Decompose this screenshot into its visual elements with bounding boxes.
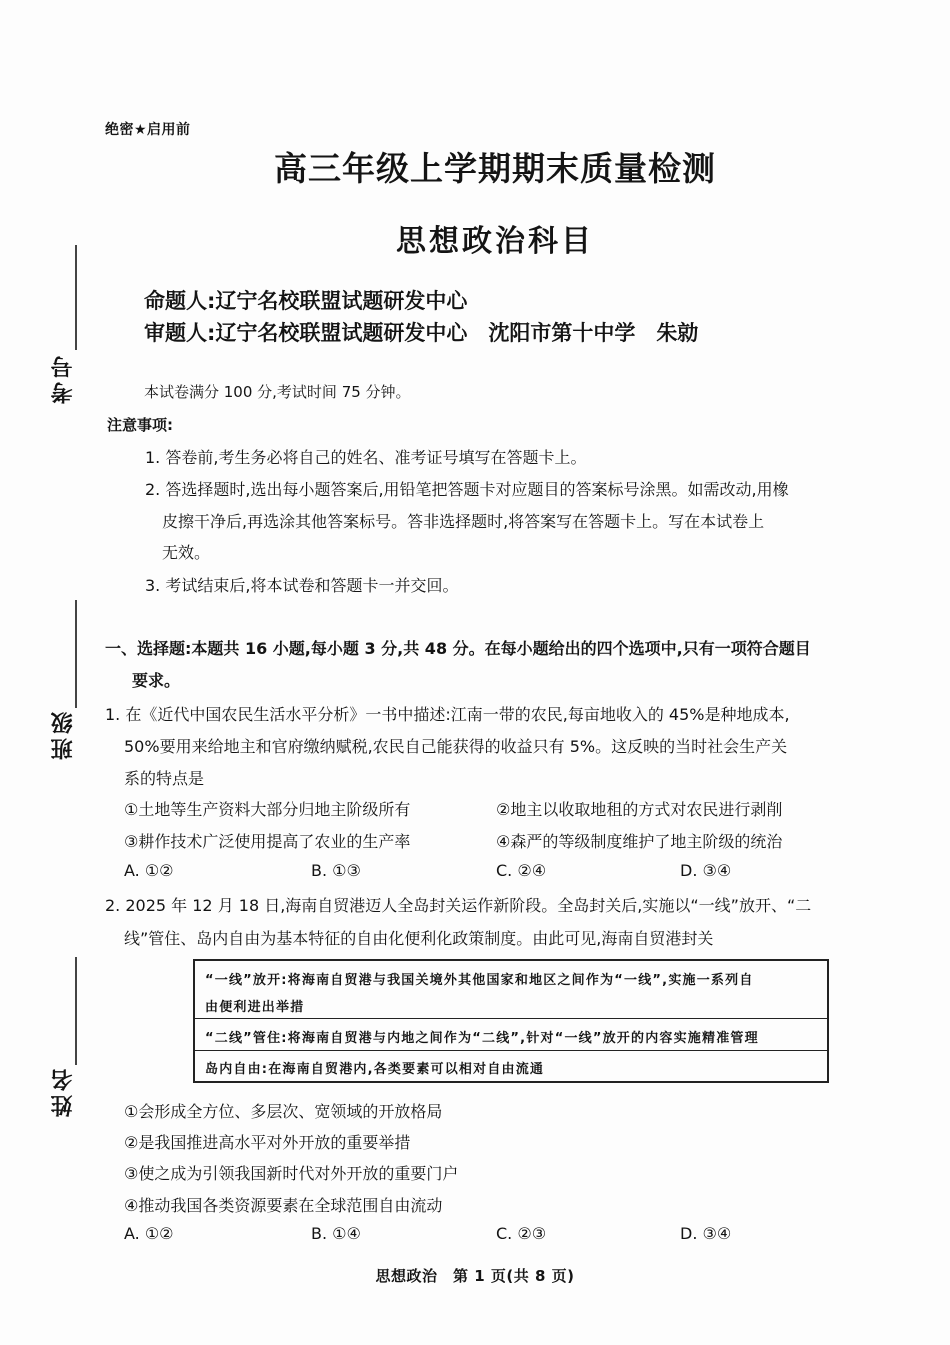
table-row-1-text: “一线”放开:将海南自贸港与我国关境外其他国家和地区之间作为“一线”,实施一系列自 xyxy=(205,973,754,988)
q2-statement-2: ②是我国推进高水平对外开放的重要举措 xyxy=(124,1133,411,1152)
q1-option-b: B. ①③ xyxy=(311,861,361,880)
exam-number-label: 考号 xyxy=(51,352,76,404)
q1-option-a: A. ①② xyxy=(124,861,174,880)
note-item-1: 1. 答卷前,考生务必将自己的姓名、准考证号填写在答题卡上。 xyxy=(145,448,587,467)
section-heading-cont: 要求。 xyxy=(132,671,181,690)
table-row-island-freedom xyxy=(195,1050,827,1081)
table-row-first-line xyxy=(195,961,827,1018)
q1-stem-line-2: 50%要用来给地主和官府缴纳赋税,农民自己能获得的收益只有 5%。这反映的当时社会生产关 xyxy=(124,737,788,756)
class-fill-line xyxy=(75,600,77,708)
section-heading: 一、选择题:本题共 16 小题,每小题 3 分,共 48 分。在每小题给出的四个选项中,只有一项符合题目 xyxy=(105,639,811,658)
q2-option-c: C. ②③ xyxy=(496,1224,547,1243)
note-item-2-cont2: 无效。 xyxy=(162,543,211,562)
q2-option-b: B. ①④ xyxy=(311,1224,361,1243)
setter-line: 命题人:辽宁名校联盟试题研发中心 xyxy=(144,289,468,313)
confidential-mark: 绝密★启用前 xyxy=(105,122,191,138)
name-label: 姓名 xyxy=(51,1065,76,1117)
q2-stem-line-2: 线”管住、岛内自由为基本特征的自由化便利化政策制度。由此可见,海南自贸港封关 xyxy=(124,929,714,948)
q2-option-a: A. ①② xyxy=(124,1224,174,1243)
exam-number-fill-line xyxy=(75,245,77,350)
q1-statement-1: ①土地等生产资料大部分归地主阶级所有 xyxy=(124,800,411,819)
q2-statement-4: ④推动我国各类资源要素在全球范围自由流动 xyxy=(124,1196,443,1215)
page-footer: 思想政治 第 1 页(共 8 页) xyxy=(375,1267,575,1285)
q1-option-d: D. ③④ xyxy=(680,861,732,880)
reviewer-line: 审题人:辽宁名校联盟试题研发中心 沈阳市第十中学 朱勍 xyxy=(144,321,699,345)
table-row-1-text-cont: 由便利进出举措 xyxy=(205,1000,305,1015)
q2-option-d: D. ③④ xyxy=(680,1224,732,1243)
q1-stem-line-1: 1. 在《近代中国农民生活水平分析》一书中描述:江南一带的农民,每亩地收入的 45%是种地成本, xyxy=(105,705,790,724)
table-row-2-text: “二线”管住:将海南自贸港与内地之间作为“二线”,针对“一线”放开的内容实施精准管理 xyxy=(205,1031,759,1046)
q1-option-c: C. ②④ xyxy=(496,861,547,880)
table-row-3-text: 岛内自由:在海南自贸港内,各类要素可以相对自由流通 xyxy=(205,1062,545,1077)
q2-stem-line-1: 2. 2025 年 12 月 18 日,海南自贸港迈人全岛封关运作新阶段。全岛封关后,实施以“一线”放开、“二 xyxy=(105,896,812,915)
subject-title: 思想政治科目 xyxy=(396,224,594,259)
class-label: 班级 xyxy=(51,708,76,760)
q2-statement-1: ①会形成全方位、多层次、宽领域的开放格局 xyxy=(124,1102,443,1121)
q1-statement-3: ③耕作技术广泛使用提高了农业的生产率 xyxy=(124,832,411,851)
policy-table xyxy=(193,959,829,1083)
q1-statement-2: ②地主以收取地租的方式对农民进行剥削 xyxy=(496,800,783,819)
q1-stem-line-3: 系的特点是 xyxy=(124,769,205,788)
q1-statement-4: ④森严的等级制度维护了地主阶级的统治 xyxy=(496,832,783,851)
exam-info: 本试卷满分 100 分,考试时间 75 分钟。 xyxy=(144,383,411,401)
note-item-3: 3. 考试结束后,将本试卷和答题卡一并交回。 xyxy=(145,576,459,595)
exam-title: 高三年级上学期期末质量检测 xyxy=(274,149,716,188)
name-fill-line xyxy=(75,957,77,1065)
note-item-2-cont: 皮擦干净后,再选涂其他答案标号。答非选择题时,将答案写在答题卡上。写在本试卷上 xyxy=(162,512,765,531)
note-item-2: 2. 答选择题时,选出每小题答案后,用铅笔把答题卡对应题目的答案标号涂黑。如需改动,用橡 xyxy=(145,480,789,499)
q2-statement-3: ③使之成为引领我国新时代对外开放的重要门户 xyxy=(124,1164,459,1183)
table-row-second-line xyxy=(195,1018,827,1050)
notes-heading: 注意事项: xyxy=(107,416,173,434)
